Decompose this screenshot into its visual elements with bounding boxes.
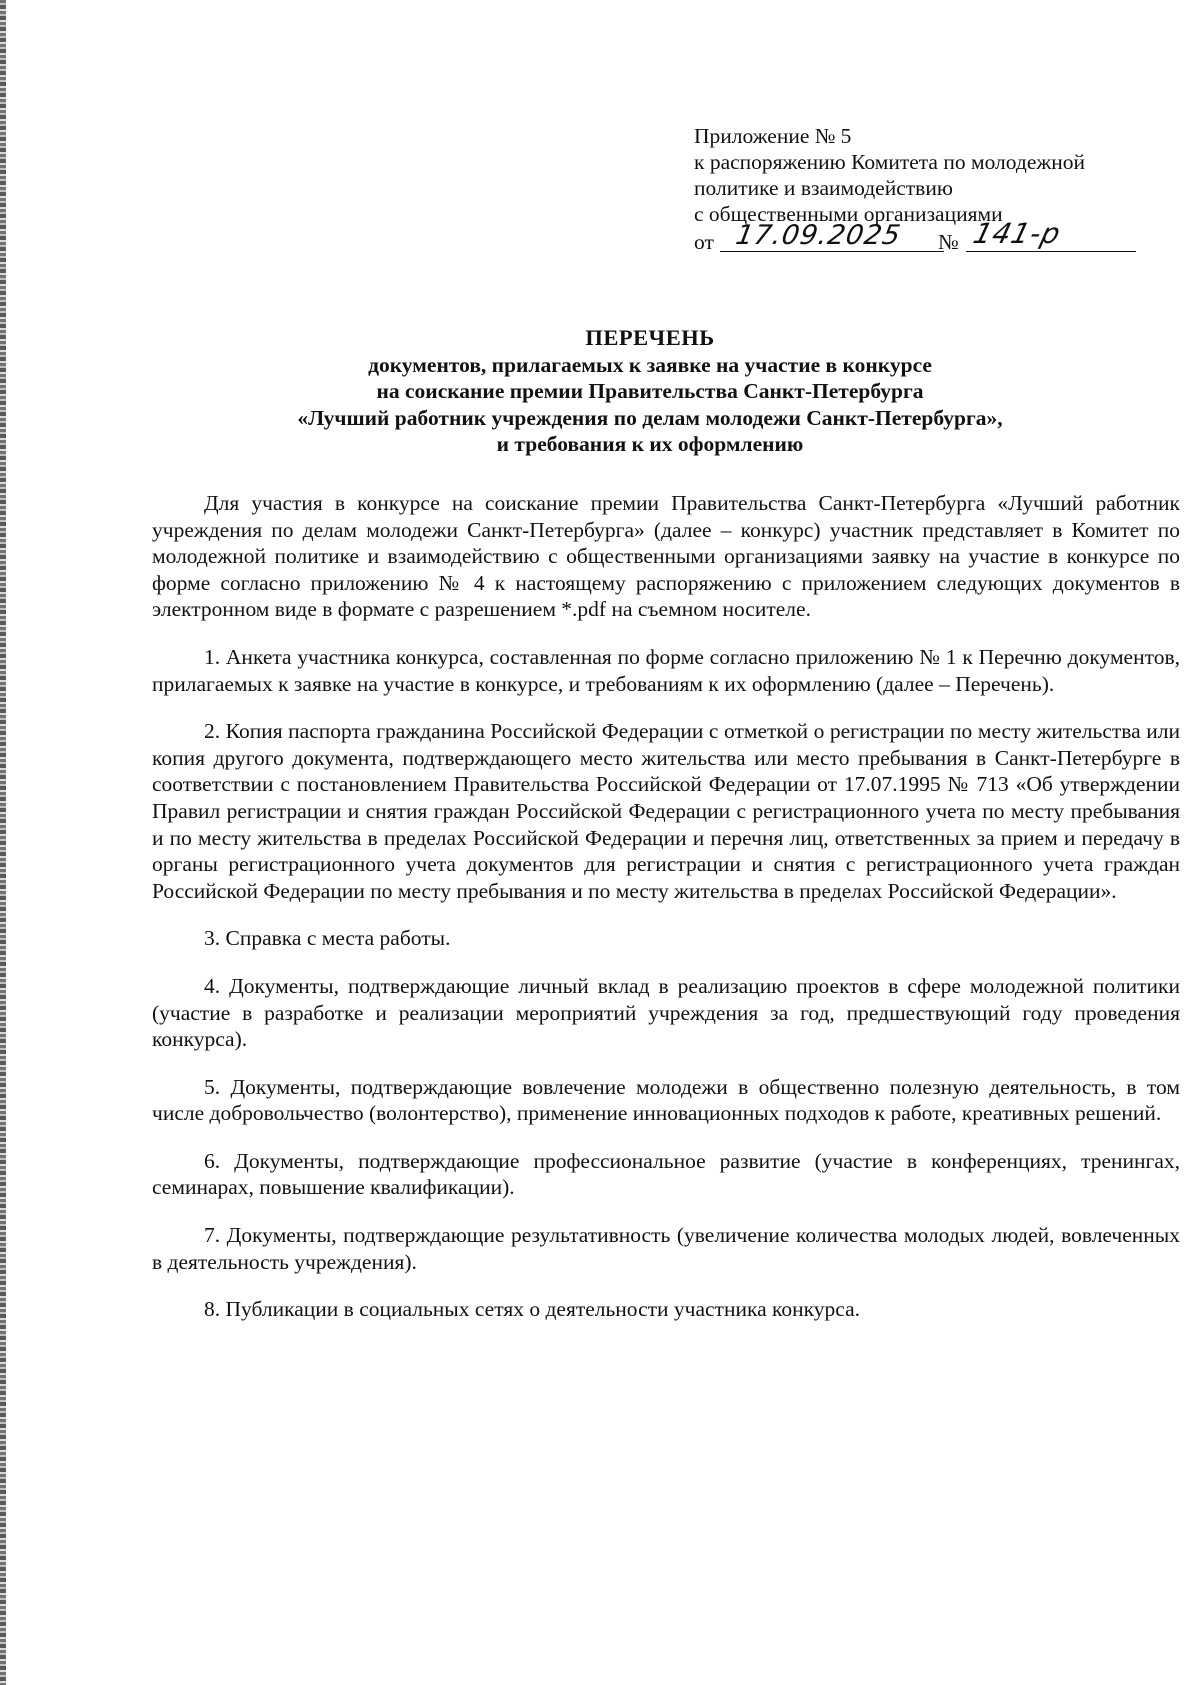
scan-edge-artifact bbox=[0, 0, 6, 1685]
appendix-number: Приложение № 5 bbox=[694, 124, 852, 148]
list-item-8: 8. Публикации в социальных сетях о деятельности участника конкурса. bbox=[204, 1297, 860, 1322]
number-underline bbox=[966, 251, 1136, 252]
number-label: № bbox=[938, 230, 959, 254]
title-line-3: «Лучший работник учреждения по делам молодежи Санкт-Петербурга», bbox=[297, 405, 1003, 430]
title-line-4: и требования к их оформлению bbox=[496, 432, 804, 456]
intro-paragraph: Для участия в конкурсе на соискание премии Правительства Санкт-Петербурга «Лучший работник учреждения по делам молодежи Санкт-Петербурга» (далее – конкурс) участник представляет в Комитет по молодежной политике и взаимодействию с общественными организациями заявку на участие в конкурсе по форме согласно приложению № 4 к настоящему распоряжению с приложением следующих документов в электронном виде в формате с разрешением *.pdf на съемном носителе. bbox=[152, 491, 1180, 622]
list-item-6: 6. Документы, подтверждающие профессиональное развитие (участие в конференциях, тренингах, семинарах, повышение квалификации). bbox=[152, 1148, 1180, 1200]
handwritten-date: 17.09.2025 bbox=[733, 220, 904, 251]
handwritten-number: 141-р bbox=[970, 217, 1065, 250]
list-item-7: 7. Документы, подтверждающие результативность (увеличение количества молодых людей, вовлеченных в деятельность учреждения). bbox=[152, 1223, 1180, 1274]
list-item-2: 2. Копия паспорта гражданина Российской Федерации с отметкой о регистрации по месту жительства или копия другого документа, подтверждающего место жительства или место пребывания в Санкт-Петербурге в соответствии с постановлением Правительства Российской Федерации от 17.07.1995 № 713 «Об утверждении Правил регистрации и снятия граждан Российской Федерации с регистрационного учета по месту пребывания и по месту жительства в пределах Российской Федерации и перечня лиц, ответственных за прием и передачу в органы регистрационного учета документов для регистрации и снятия с регистрационного учета граждан Российской Федерации по месту пребывания и по месту жительства в пределах Российской Федерации». bbox=[152, 719, 1180, 903]
title-line-1: документов, прилагаемых к заявке на участие в конкурсе bbox=[368, 352, 932, 377]
list-item-4: 4. Документы, подтверждающие личный вклад в реализацию проектов в сфере молодежной политики (участие в разработке и реализации мероприятий учреждения за год, предшествующий году проведения конкурса). bbox=[152, 973, 1180, 1052]
list-item-3: 3. Справка с места работы. bbox=[204, 926, 451, 951]
list-item-5: 5. Документы, подтверждающие вовлечение молодежи в общественно полезную деятельность, в том числе добровольчество (волонтерство), применение инновационных подходов к работе, креативных решений. bbox=[152, 1074, 1180, 1126]
document-body bbox=[152, 490, 1180, 1344]
appendix-line-4: с общественными организациями bbox=[694, 202, 1003, 226]
document-title bbox=[150, 325, 1150, 458]
date-number-line bbox=[694, 217, 1164, 257]
appendix-header bbox=[694, 123, 1164, 257]
date-underline bbox=[720, 251, 944, 252]
title-heading: ПЕРЕЧЕНЬ bbox=[585, 325, 715, 350]
appendix-line-2: к распоряжению Комитета по молодежной bbox=[694, 150, 1086, 174]
title-line-2: на соискание премии Правительства Санкт-Петербурга bbox=[376, 379, 924, 403]
date-label: от bbox=[694, 230, 714, 254]
appendix-line-3: политике и взаимодействию bbox=[694, 176, 953, 200]
list-item-1: 1. Анкета участника конкурса, составленная по форме согласно приложению № 1 к Перечню документов, прилагаемых к заявке на участие в конкурсе, и требованиям к их оформлению (далее – Перечень). bbox=[152, 644, 1180, 696]
